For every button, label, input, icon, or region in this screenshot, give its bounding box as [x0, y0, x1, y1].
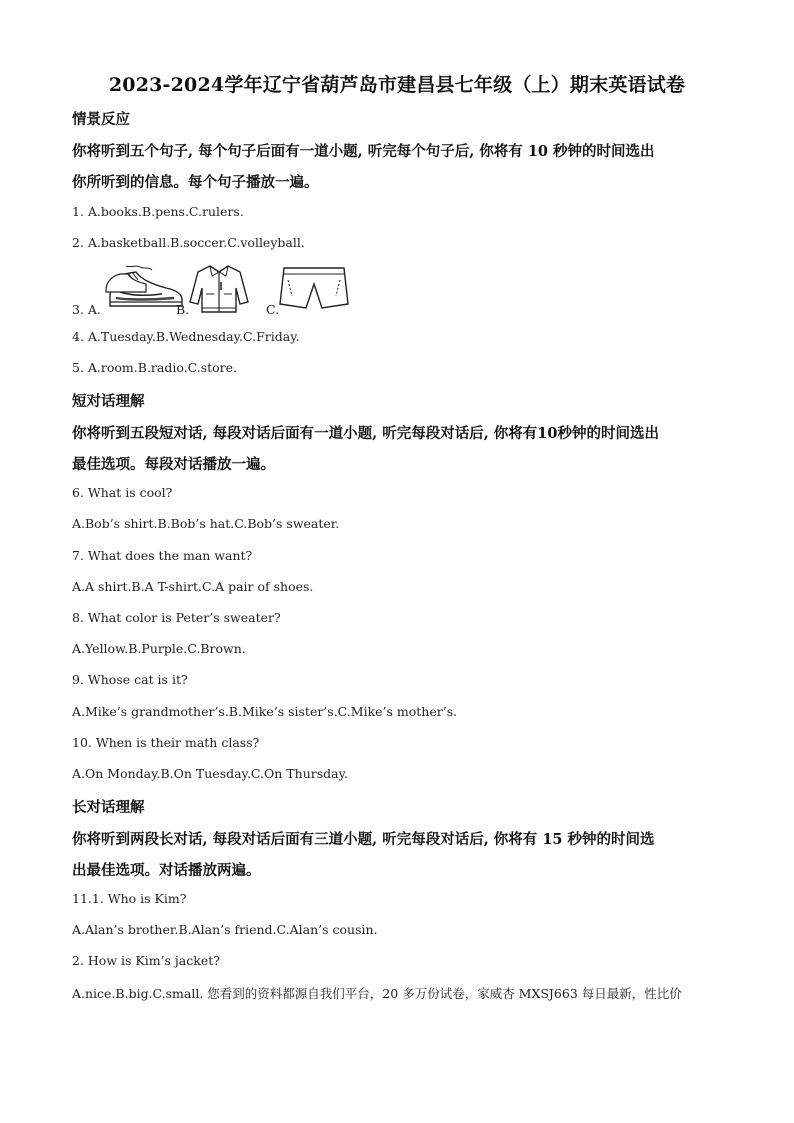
option-c-label: C. [266, 302, 280, 317]
question-6-options: A.Bob’s shirt.B.Bob’s hat.C.Bob’s sweater. [72, 516, 340, 531]
question-4: 4. A.Tuesday.B.Wednesday.C.Friday. [72, 329, 300, 344]
question-10-options: A.On Monday.B.On Tuesday.C.On Thursday. [72, 766, 348, 781]
option-a-label: 3. A. [72, 302, 101, 317]
question-1: 1. A.books.B.pens.C.rulers. [72, 204, 244, 219]
section-instruction: 最佳选项。每段对话播放一遍。 [72, 456, 275, 473]
question-10: 10. When is their math class? [72, 735, 260, 750]
question-9: 9. Whose cat is it? [72, 672, 188, 687]
section-heading-short-dialogue: 短对话理解 [72, 393, 145, 410]
question-11: 11.1. Who is Kim? [72, 891, 187, 906]
question-2: 2. A.basketball.B.soccer.C.volleyball. [72, 235, 305, 250]
section-instruction: 你将听到五个句子, 每个句子后面有一道小题, 听完每个句子后, 你将有 10 秒钟的时间选出 [72, 143, 655, 160]
section-instruction: 你将听到五段短对话, 每段对话后面有一道小题, 听完每段对话后, 你将有10秒钟的时间选出 [72, 425, 659, 442]
section-instruction: 出最佳选项。对话播放两遍。 [72, 862, 261, 879]
shorts-picture [278, 262, 350, 312]
question-9-options: A.Mike’s grandmother’s.B.Mike’s sister’s.C.Mike’s mother’s. [72, 704, 458, 719]
question-6: 6. What is cool? [72, 485, 173, 500]
section-instruction: 你所听到的信息。每个句子播放一遍。 [72, 174, 319, 191]
question-7-options: A.A shirt.B.A T-shirt.C.A pair of shoes. [72, 579, 314, 594]
section-heading-long-dialogue: 长对话理解 [72, 799, 145, 816]
question-3-picture-options [72, 262, 372, 320]
question-12: 2. How is Kim’s jacket? [72, 953, 220, 968]
page-title: 2023-2024学年辽宁省葫芦岛市建昌县七年级（上）期末英语试卷 [108, 74, 686, 96]
question-8: 8. What color is Peter’s sweater? [72, 610, 281, 625]
section-instruction: 你将听到两段长对话, 每段对话后面有三道小题, 听完每段对话后, 你将有 15 秒钟的时间选 [72, 831, 655, 848]
jacket-picture [188, 262, 250, 316]
question-12-options: A.nice.B.big.C.small. 您看到的资料都源自我们平台，20 多万份试卷，家威杏 MXSJ663 每日最新，性比价 [72, 986, 682, 1001]
option-b-label: B. [176, 302, 190, 317]
section-heading-situational: 情景反应 [72, 111, 130, 128]
question-5: 5. A.room.B.radio.C.store. [72, 360, 238, 375]
question-8-options: A.Yellow.B.Purple.C.Brown. [72, 641, 246, 656]
question-11-options: A.Alan’s brother.B.Alan’s friend.C.Alan’s cousin. [72, 922, 378, 937]
question-7: 7. What does the man want? [72, 548, 253, 563]
